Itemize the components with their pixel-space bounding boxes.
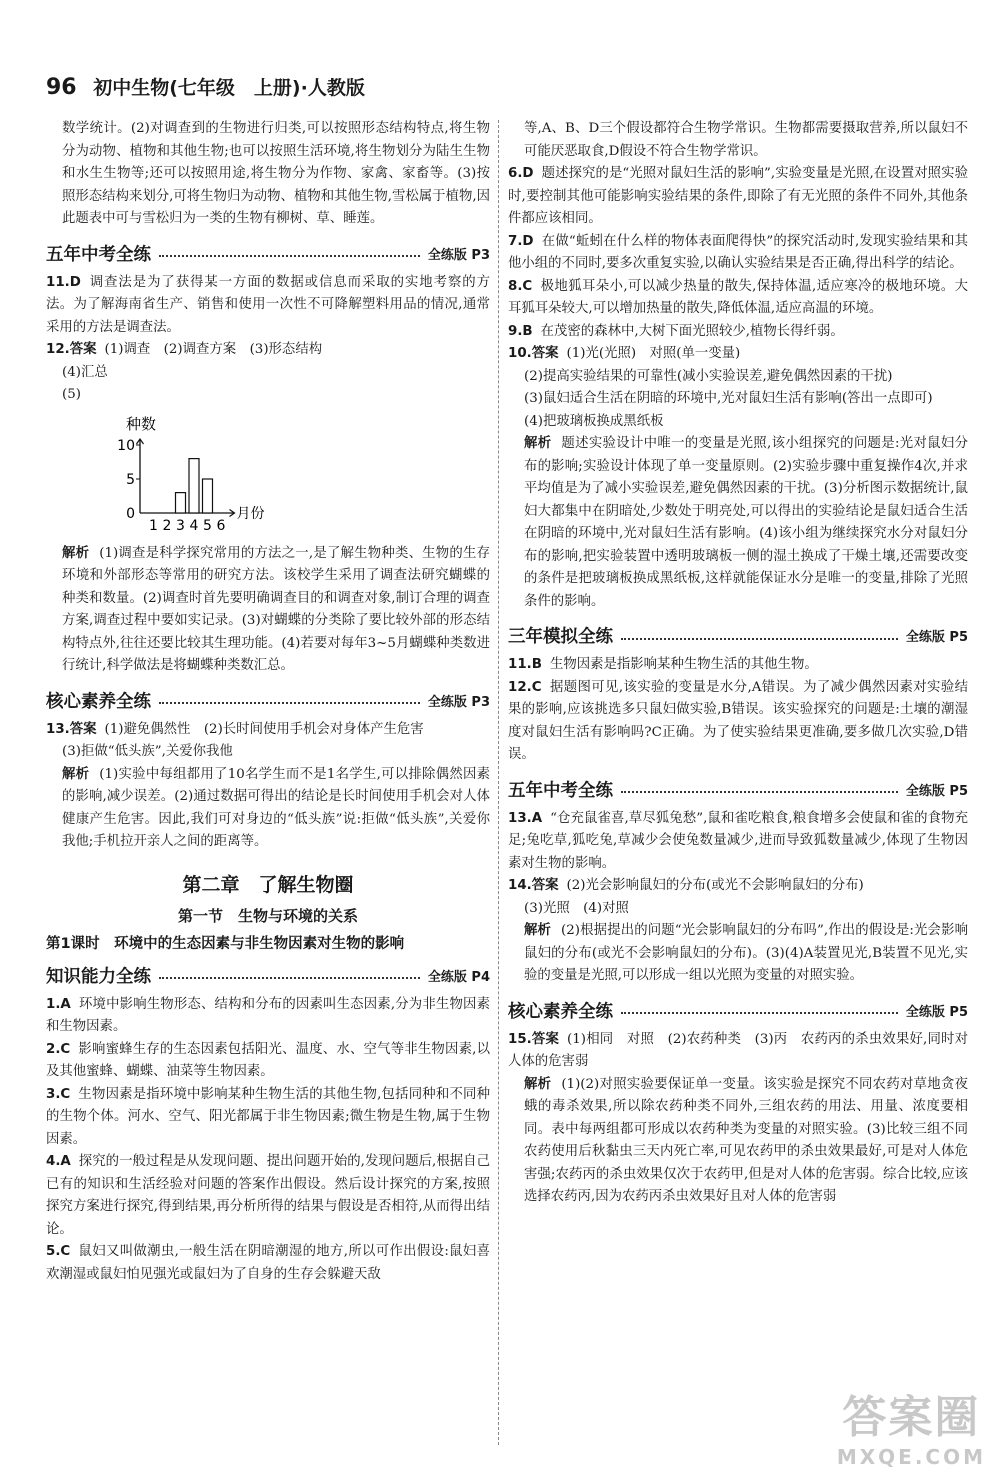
lesson-heading: 第1课时 环境中的生态因素与非生物因素对生物的影响: [46, 935, 405, 952]
answer-item: [46, 1241, 490, 1286]
butterfly-species-chart: [106, 409, 306, 537]
answer-text: 鼠妇又叫做潮虫,一般生活在阴暗潮湿的地方,所以可作出假设:鼠妇喜欢潮湿或鼠妇怕见强光或鼠妇为了自身的生存会躲避天敌: [46, 1244, 490, 1282]
answer-line: (3)拒做“低头族”,关爱你我他: [62, 744, 233, 759]
analysis: [508, 920, 968, 988]
answer-text: (1)光(光照) 对照(单一变量): [566, 346, 741, 361]
answer-id: 12.答案: [46, 342, 97, 357]
answer-line: (4)把玻璃板换成黑纸板: [524, 413, 664, 429]
analysis: [46, 764, 490, 854]
x-tick-label: 2: [162, 517, 172, 534]
bar: [189, 458, 199, 512]
answer-item: [508, 321, 968, 344]
section-title: 三年模拟全练: [508, 627, 613, 647]
analysis-label: 解析: [62, 766, 90, 782]
bar: [203, 479, 213, 513]
answer-item: [46, 1151, 490, 1241]
answer-text: “仓充鼠雀喜,草尽狐兔愁”,鼠和雀吃粮食,粮食增多会使鼠和雀的食物充足;兔吃草,狐吃兔,草减少会使兔数量减少,进而导致狐数量减少,体现了生物因素对生物的影响。: [508, 810, 968, 871]
section-header: [508, 623, 968, 648]
answer-id: 7.D: [508, 233, 534, 249]
y-tick-label: 0: [126, 505, 135, 522]
answer-id: 6.D: [508, 166, 534, 181]
answer-item: [508, 276, 968, 321]
answer-id: 2.C: [46, 1041, 71, 1057]
book-title: 初中生物(七年级 上册)·人教版: [93, 77, 365, 99]
x-tick-label: 1: [149, 517, 158, 534]
analysis-label: 解析: [524, 436, 552, 451]
answer-item: [508, 677, 968, 767]
section-header: [46, 241, 490, 266]
answer-text: 据题图可见,该实验的变量是水分,A错误。为了减少偶然因素对实验结果的影响,应该挑选多只鼠妇做实验,B错误。该实验探究的问题是:土壤的潮湿度对鼠妇生活有影响吗?C正确。为了使实验结果更准确,要多做几次实验,D错误。: [508, 679, 968, 762]
analysis-label: 解析: [524, 1076, 552, 1092]
answer-text: 探究的一般过程是从发现问题、提出问题开始的,发现问题后,根据自己已有的知识和生活经验对问题的答案作出假设。然后设计探究的方案,按照探究方案进行探究,得到结果,再分析所得的结果与假设是否相符,从而得出结论。: [46, 1154, 490, 1237]
answer-item: [508, 343, 968, 366]
left-column: [46, 118, 490, 1286]
answer-text: 调查法是为了获得某一方面的数据或信息而采取的实地考察的方法。为了解海南省生产、销售和使用一次性不可降解塑料用品的情况,通常采用的方法是调查法。: [46, 274, 490, 335]
answer-id: 5.C: [46, 1244, 71, 1259]
x-tick-label: 4: [189, 517, 199, 534]
analysis: [508, 1074, 968, 1209]
chart-container: [106, 409, 490, 541]
analysis-text: (1)(2)对照实验要保证单一变量。该实验是探究不同农药对草地贪夜蛾的毒杀效果,所以除农药种类不同外,三组农药的用法、用量、浓度要相同。表中每两组都可形成以农药种类为变量的对照实验。(3)比较三组不同农药使用后秋黏虫三天内死亡率,可见农药甲的杀虫效果最好,可是对人体危害强;农药丙的杀虫效果仅次于农药甲,但是对人体的危害弱。综合比较,应该选择农药丙,因为农药丙杀虫效果好且对人体的危害弱: [524, 1076, 969, 1204]
answer-text: 极地狐耳朵小,可以减少热量的散失,保持体温,适应寒冷的极地环境。大耳狐耳朵较大,可以增加热量的散失,降低体温,适应高温的环境。: [508, 278, 968, 316]
chapter-title: 第二章 了解生物圈: [182, 873, 354, 896]
analysis-label: 解析: [524, 923, 552, 938]
answer-line: (2)提高实验结果的可靠性(减小实验误差,避免偶然因素的干扰): [524, 368, 893, 384]
analysis: [508, 433, 968, 613]
x-tick-label: 6: [216, 517, 226, 534]
watermark-url: MXQE.COM: [836, 1445, 986, 1469]
answer-item: [508, 808, 968, 876]
answer-item: [46, 272, 490, 340]
analysis: [46, 543, 490, 678]
answer-text: 环境中影响生物形态、结构和分布的因素叫生态因素,分为非生物因素和生物因素。: [46, 996, 490, 1034]
answer-id: 1.A: [46, 996, 71, 1012]
section-header: [46, 688, 490, 713]
answer-id: 3.C: [46, 1086, 71, 1102]
dotted-leader: [159, 977, 420, 979]
answer-text: 题述探究的是“光照对鼠妇生活的影响”,实验变量是光照,在设置对照实验时,要控制其他可能影响实验结果的条件,即除了有无光照的条件不同外,其他条件都应该相同。: [508, 166, 968, 226]
section-ref: 全练版 P5: [905, 1004, 968, 1020]
answer-line: (5): [62, 387, 81, 402]
right-column: [508, 118, 968, 1209]
continued-paragraph: 等,A、B、D三个假设都符合生物学常识。生物都需要摄取营养,所以鼠妇不可能厌恶取食,D假设不符合生物学常识。: [524, 121, 968, 159]
page-header: [46, 73, 365, 100]
answer-item: [46, 1039, 490, 1084]
answer-text: 生物因素是指影响某种生物生活的其他生物。: [549, 657, 818, 672]
dotted-leader: [621, 791, 898, 793]
section-ref: 全练版 P5: [905, 630, 968, 645]
section-header: [46, 963, 490, 988]
answer-item: [46, 1084, 490, 1152]
page-number: 96: [46, 75, 77, 100]
answer-item: [508, 163, 968, 231]
answer-line: (3)光照 (4)对照: [524, 900, 629, 916]
analysis-text: (1)实验中每组都用了10名学生而不是1名学生,可以排除偶然因素的影响,减少误差。(2)通过数据可得出的结论是长时间使用手机会对人体健康产生危害。因此,我们可对身边的“低头族”说:拒做“低头族”,关爱你我他;手机拉开亲人之间的距离等。: [62, 766, 491, 849]
answer-item: [46, 339, 490, 362]
answer-id: 12.C: [508, 679, 542, 695]
answer-text: 影响蜜蜂生存的生态因素包括阳光、温度、水、空气等非生物因素,以及其他蜜蜂、蝴蝶、油菜等生物因素。: [46, 1041, 490, 1079]
y-tick-label: 5: [126, 471, 135, 488]
answer-id: 11.B: [508, 657, 542, 672]
answer-id: 15.答案: [508, 1031, 560, 1047]
answer-id: 13.答案: [46, 721, 97, 737]
answer-item: [46, 719, 490, 742]
answer-id: 13.A: [508, 810, 543, 826]
watermark-logo-text: 答案圈: [842, 1392, 981, 1443]
answer-text: (1)相同 对照 (2)农药种类 (3)丙 农药丙的杀虫效果好,同时对人体的危害弱: [508, 1031, 968, 1069]
answer-item: [508, 654, 968, 677]
section-title: 五年中考全练: [46, 244, 151, 265]
answer-item: [508, 1029, 968, 1074]
section-title: 知识能力全练: [46, 966, 151, 987]
section-ref: 全练版 P3: [427, 247, 490, 263]
answer-text: 在茂密的森林中,大树下面光照较少,植物长得纤弱。: [540, 323, 844, 339]
answer-line: (3)鼠妇适合生活在阴暗的环境中,光对鼠妇生活有影响(答出一点即可): [524, 391, 933, 406]
analysis-text: (1)调查是科学探究常用的方法之一,是了解生物种类、生物的生存环境和外部形态等常用的研究方法。该校学生采用了调查法研究蝴蝶的种类和数量。(2)调查时首先要明确调查目的和调查对象,制订合理的调查方案,调查过程中要如实记录。(3)对蝴蝶的分类除了要比较外部的形态结构特点外,往往还要比较其生理功能。(4)若要对每年3~5月蝴蝶种类数进行统计,科学做法是将蝴蝶种类数汇总。: [62, 545, 490, 673]
x-axis-label: 月份: [236, 505, 265, 522]
answer-id: 4.A: [46, 1154, 71, 1169]
answer-item: [508, 875, 968, 898]
section-ref: 全练版 P5: [905, 783, 968, 799]
y-axis-label: 种数: [126, 414, 157, 433]
section-title: 五年中考全练: [508, 780, 613, 801]
answer-text: 生物因素是指环境中影响某种生物生活的其他生物,包括同种和不同种的生物个体。河水、空气、阳光都属于非生物因素;微生物是生物,属于生物因素。: [46, 1086, 490, 1147]
dotted-leader: [159, 255, 420, 257]
bar: [176, 492, 186, 512]
x-tick-label: 5: [203, 517, 212, 534]
section-header: [508, 777, 968, 802]
analysis-label: 解析: [62, 545, 90, 561]
section-header: [508, 998, 968, 1023]
answer-text: 在做“蚯蚓在什么样的物体表面爬得快”的探究活动时,发现实验结果和其他小组的不同时,要多次重复实验,以确认实验结果是否正确,得出科学的结论。: [508, 233, 968, 271]
answer-item: [508, 231, 968, 276]
dotted-leader: [621, 1012, 898, 1014]
x-tick-label: 3: [176, 517, 185, 534]
answer-id: 14.答案: [508, 878, 559, 893]
answer-text: (1)避免偶然性 (2)长时间使用手机会对身体产生危害: [104, 721, 424, 737]
analysis-text: (2)根据提出的问题“光会影响鼠妇的分布吗”,作出的假设是:光会影响鼠妇的分布(或光不会影响鼠妇的分布)。(3)(4)A装置见光,B装置不见光,实验的变量是光照,可以形成一组以光照为变量的对照实验。: [524, 923, 968, 983]
answer-text: (1)调查 (2)调查方案 (3)形态结构: [104, 342, 323, 357]
dotted-leader: [621, 638, 898, 640]
section-title: 核心素养全练: [508, 1001, 613, 1022]
answer-id: 9.B: [508, 323, 533, 339]
answer-line: (4)汇总: [62, 364, 108, 380]
section-heading: 第一节 生物与环境的关系: [177, 906, 358, 925]
answer-id: 11.D: [46, 274, 81, 290]
answer-id: 10.答案: [508, 346, 559, 361]
answer-id: 8.C: [508, 278, 533, 294]
answer-text: (2)光会影响鼠妇的分布(或光不会影响鼠妇的分布): [566, 878, 864, 893]
section-ref: 全练版 P4: [427, 969, 490, 985]
y-tick-label: 10: [117, 437, 135, 454]
section-ref: 全练版 P3: [427, 694, 490, 710]
section-title: 核心素养全练: [46, 691, 151, 712]
dotted-leader: [159, 702, 420, 704]
column-divider: [498, 120, 500, 1445]
answer-item: [46, 994, 490, 1039]
intro-paragraph: 数学统计。(2)对调查到的生物进行归类,可以按照形态结构特点,将生物分为动物、植物和其他生物;也可以按照生活环境,将生物划分为陆生生物和水生生物等;还可以按照用途,将生物分为作物、家禽、家畜等。(3)按照形态结构来划分,可将生物归为动物、植物和其他生物,雪松属于植物,因此题表中可与雪松归为一类的生物有柳树、草、睡莲。: [62, 121, 490, 226]
analysis-text: 题述实验设计中唯一的变量是光照,该小组探究的问题是:光对鼠妇分布的影响;实验设计体现了单一变量原则。(2)实验步骤中重复操作4次,并求平均值是为了减小实验误差,避免偶然因素的干扰。(3)分析图示数据统计,鼠妇大都集中在阴暗处,少数处于明亮处,可以得出的实验结论是鼠妇适合生活在阴暗的环境中,光对鼠妇生活有影响。(4)该小组为继续探究水分对鼠妇分布的影响,把实验装置中透明玻璃板一侧的湿土换成了干燥土壤,还需要改变的条件是把玻璃板换成黑纸板,这样就能保证水分是唯一的变量,排除了光照条件的影响。: [524, 436, 968, 609]
watermark: [837, 1381, 986, 1469]
